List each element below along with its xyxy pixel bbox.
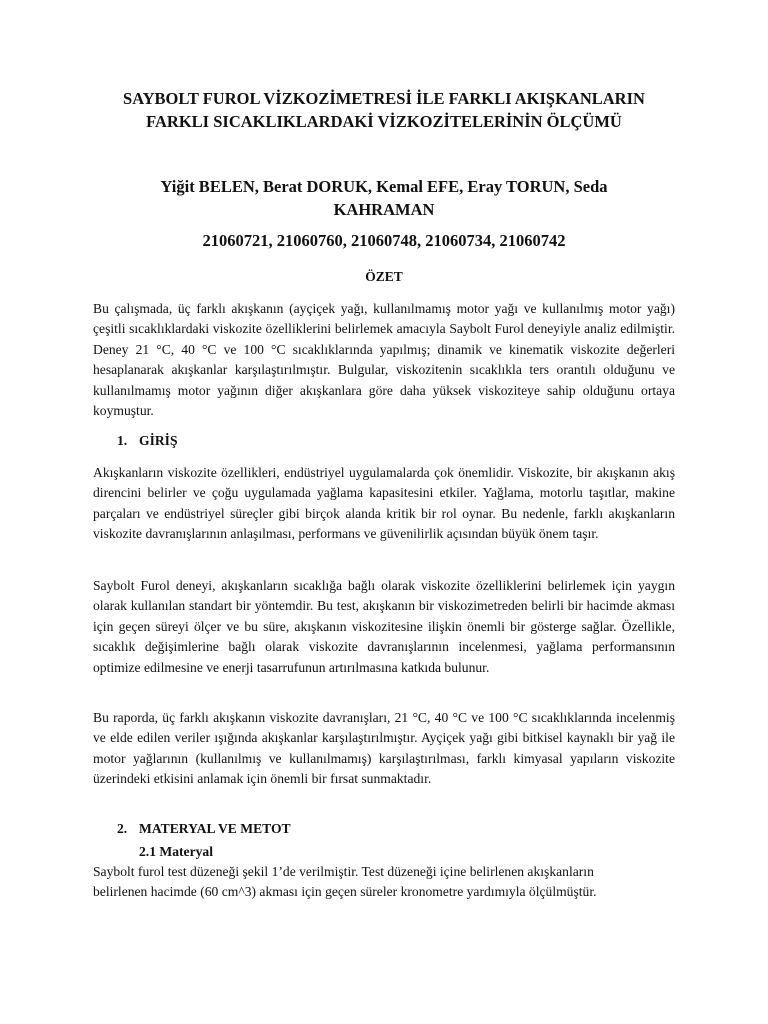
authors-line-1: Yiğit BELEN, Berat DORUK, Kemal EFE, Eray TORUN, Seda [160, 177, 608, 196]
materials-paragraph [93, 862, 675, 903]
abstract-text: Bu çalışmada, üç farklı akışkanın (ayçiçek yağı, kullanılmamış motor yağı ve kullanılmış motor yağı) çeşitli sıcaklıklardaki viskozite özelliklerini belirlemek amacıyla Saybolt Furol deneyiyle analiz edilmiştir. Deney 21 °C, 40 °C ve 100 °C sıcaklıklarında yapılmış; dinamik ve kinematik viskozite değerleri hesaplanarak akışkanlar karşılaştırılmıştır. Bulgular, viskozitenin sıcaklıkla ters orantılı olduğunu ve kullanılmamış motor yağının diğer akışkanlara göre daha yüksek viskoziteye sahip olduğunu ortaya koymuştur. [93, 301, 675, 419]
title-line-1: SAYBOLT FUROL VİZKOZİMETRESİ İLE FARKLI AKIŞKANLARIN [123, 89, 645, 108]
abstract-heading: ÖZET [365, 269, 403, 284]
intro-paragraph-3: Bu raporda, üç farklı akışkanın viskozite davranışları, 21 °C, 40 °C ve 100 °C sıcaklıklarında incelenmiş ve elde edilen veriler ışığında akışkanlar karşılaştırılmıştır. Ayçiçek yağı gibi bitkisel kaynaklı bir yağ ile motor yağlarının (kullanılmış ve kullanılmamış) karşılaştırılması, farklı kimyasal yapıların viskozite üzerindeki etkisini anlamak için önemli bir fırsat sunmaktadır. [93, 710, 675, 787]
section-2-title: MATERYAL VE METOT [139, 821, 291, 836]
intro-paragraph-1: Akışkanların viskozite özellikleri, endüstriyel uygulamalarda çok önemlidir. Viskozite, bir akışkanın akış direncini belirler ve çoğu uygulamada yağlama kapasitesini etkiler. Yağlama, motorlu taşıtlar, makine parçaları ve endüstriyel süreçler gibi birçok alanda kritik bir rol oynar. Bu nedenle, farklı akışkanların viskozite davranışlarının anlaşılması, performans ve güvenilirlik açısından büyük önem taşır. [93, 465, 675, 542]
subsection-2-1-heading: 2.1 Materyal [139, 844, 213, 859]
section-1-number: 1. [117, 433, 128, 448]
student-ids: 21060721, 21060760, 21060748, 21060734, 21060742 [202, 231, 566, 250]
materials-line-1: Saybolt furol test düzeneği şekil 1’de verilmiştir. Test düzeneği içine belirlenen akışkanların [93, 864, 594, 879]
materials-line-2: belirlenen hacimde (60 cm^3) akması için geçen süreler kronometre yardımıyla ölçülmüştür. [93, 884, 597, 900]
intro-paragraph-2: Saybolt Furol deneyi, akışkanların sıcaklığa bağlı olarak viskozite özelliklerini belirlemek için yaygın olarak kullanılan standart bir yöntemdir. Bu test, akışkanın bir viskozimetreden belirli bir hacimde akması için geçen süreyi ölçer ve bu süre, akışkanın viskozitesine ilişkin önemli bir gösterge sağlar. Özellikle, sıcaklık değişimlerine bağlı olarak viskozite davranışlarının incelenmesi, yağlama performansının optimize edilmesine ve enerji tasarrufunun artırılmasına katkıda bulunur. [93, 578, 675, 675]
title-line-2: FARKLI SICAKLIKLARDAKİ VİZKOZİTELERİNİN ÖLÇÜMÜ [146, 112, 622, 131]
section-1-heading [117, 431, 178, 451]
section-1-title: GİRİŞ [139, 433, 178, 448]
authors-line-2: KAHRAMAN [333, 200, 435, 219]
author-list [80, 175, 688, 221]
section-2-heading [117, 819, 291, 839]
paper-title [80, 87, 688, 133]
section-2-number: 2. [117, 821, 128, 836]
